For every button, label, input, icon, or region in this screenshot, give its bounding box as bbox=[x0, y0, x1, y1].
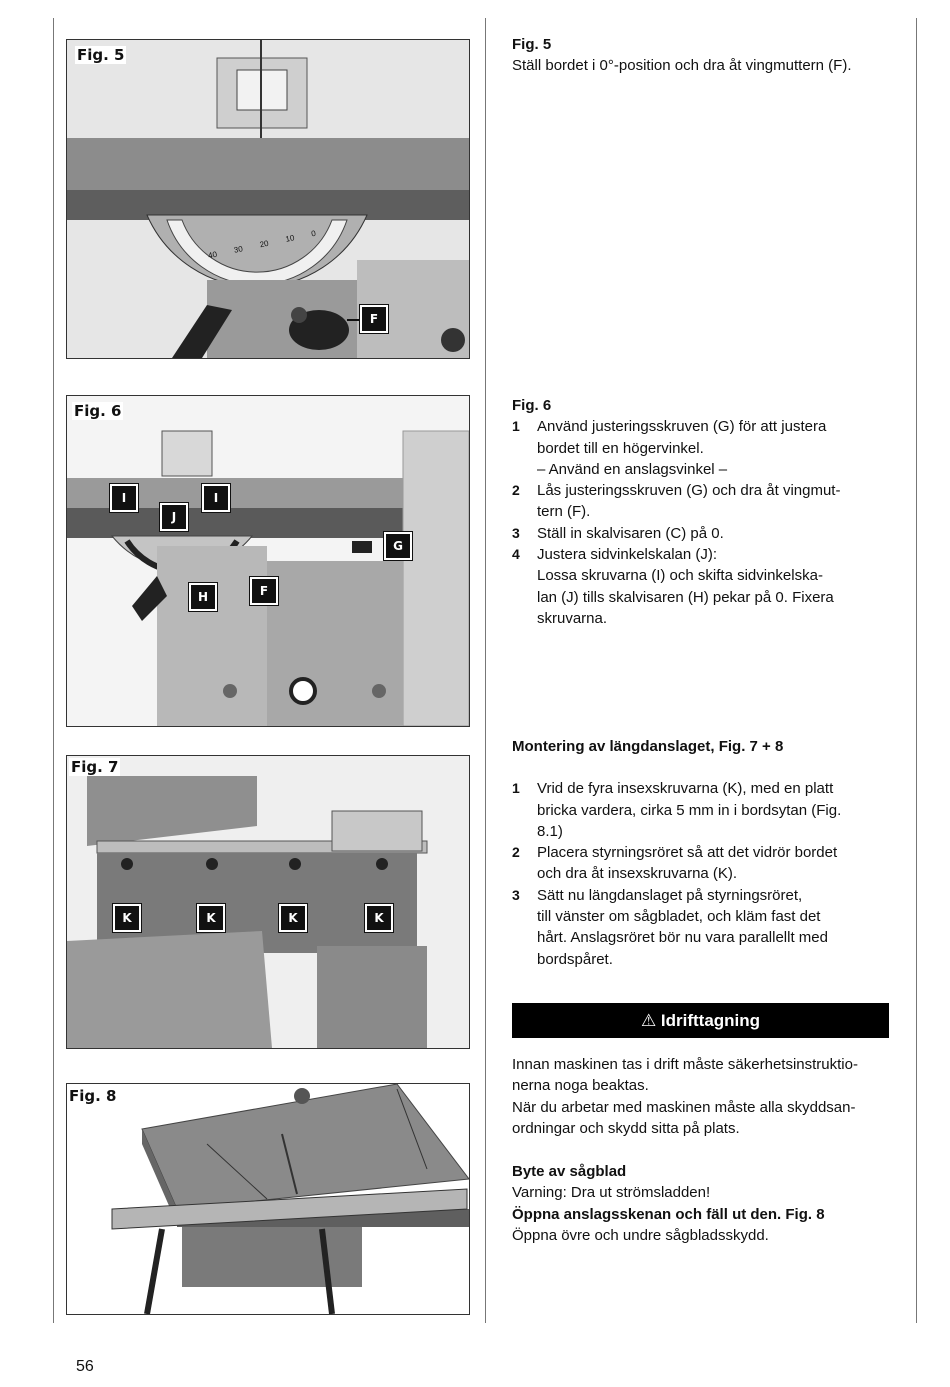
right-margin-rule bbox=[916, 18, 917, 1323]
startup-line: När du arbetar med maskinen måste alla skyddsan- bbox=[512, 1098, 856, 1116]
step-1 bbox=[512, 778, 892, 842]
callout-k-2: K bbox=[197, 904, 225, 932]
step-3 bbox=[512, 523, 892, 544]
figure-7-illustration bbox=[67, 756, 469, 1048]
left-margin-rule bbox=[53, 18, 54, 1323]
step-line: hårt. Anslagsröret bör nu vara parallellt med bbox=[537, 929, 828, 947]
section-fig5-heading: Fig. 5 bbox=[512, 36, 552, 53]
callout-k-1: K bbox=[113, 904, 141, 932]
callout-i-right: I bbox=[202, 484, 230, 512]
step-2 bbox=[512, 480, 892, 523]
callout-j: J bbox=[160, 503, 188, 531]
startup-line: Innan maskinen tas i drift måste säkerhetsinstruktio- bbox=[512, 1056, 858, 1073]
step-number: 4 bbox=[512, 546, 520, 563]
figure-5 bbox=[66, 39, 470, 359]
step-number: 2 bbox=[512, 482, 520, 499]
step-line: Använd justeringsskruven (G) för att justera bbox=[537, 418, 827, 436]
figure-5-illustration bbox=[67, 40, 469, 358]
step-line: skruvarna. bbox=[537, 609, 608, 627]
scale-tick: 0 bbox=[310, 228, 317, 239]
callout-f: F bbox=[360, 305, 388, 333]
figure-6-illustration bbox=[67, 396, 469, 726]
blade-last-line: Öppna övre och undre sågbladsskydd. bbox=[512, 1226, 769, 1244]
step-line: bricka vardera, cirka 5 mm in i bordsytan (Fig. bbox=[537, 801, 842, 819]
section-blade-heading: Byte av sågblad bbox=[512, 1163, 627, 1180]
callout-f: F bbox=[250, 577, 278, 605]
section-fig5-text: Ställ bordet i 0°-position och dra åt vingmuttern (F). bbox=[512, 57, 852, 75]
section-fig6 bbox=[512, 395, 892, 629]
step-3 bbox=[512, 885, 892, 970]
scale-tick: 20 bbox=[258, 238, 270, 250]
figure-7-label: Fig. 7 bbox=[71, 758, 119, 776]
step-number: 1 bbox=[512, 780, 520, 797]
page-number: 56 bbox=[76, 1358, 94, 1375]
step-1 bbox=[512, 416, 892, 480]
figure-8-label: Fig. 8 bbox=[69, 1087, 117, 1105]
figure-8 bbox=[66, 1083, 470, 1315]
step-line: Lås justeringsskruven (G) och dra åt vingmut- bbox=[537, 482, 841, 500]
blade-bold-line: Öppna anslagsskenan och fäll ut den. Fig. 8 bbox=[512, 1205, 825, 1223]
step-line: Placera styrningsröret så att det vidrör bordet bbox=[537, 844, 838, 862]
callout-g: G bbox=[384, 532, 412, 560]
section-fig5 bbox=[512, 34, 892, 77]
column-divider bbox=[485, 18, 486, 1323]
figure-6 bbox=[66, 395, 470, 727]
figure-5-label: Fig. 5 bbox=[77, 46, 125, 64]
step-line: till vänster om sågbladet, och kläm fast det bbox=[537, 908, 821, 926]
step-line: Sätt nu längdanslaget på styrningsröret, bbox=[537, 886, 803, 904]
callout-h: H bbox=[189, 583, 217, 611]
step-line: bordet till en högervinkel. bbox=[537, 439, 704, 457]
section-fig6-heading: Fig. 6 bbox=[512, 397, 552, 414]
section-mounting-heading: Montering av längdanslaget, Fig. 7 + 8 bbox=[512, 738, 784, 755]
startup-banner: ⚠ Idrifttagning bbox=[512, 1003, 889, 1038]
step-2 bbox=[512, 842, 892, 885]
step-line: Vrid de fyra insexskruvarna (K), med en platt bbox=[537, 780, 834, 798]
figure-6-label: Fig. 6 bbox=[74, 402, 122, 420]
callout-k-3: K bbox=[279, 904, 307, 932]
step-line: Justera sidvinkelskalan (J): bbox=[537, 546, 718, 564]
step-number: 2 bbox=[512, 844, 520, 861]
blade-warning: Varning: Dra ut strömsladden! bbox=[512, 1184, 711, 1202]
step-4 bbox=[512, 544, 892, 629]
figure-7 bbox=[66, 755, 470, 1049]
step-line: tern (F). bbox=[537, 503, 591, 521]
scale-tick: 10 bbox=[284, 233, 296, 244]
callout-i-left: I bbox=[110, 484, 138, 512]
step-number: 1 bbox=[512, 418, 520, 435]
step-line: bordspåret. bbox=[537, 950, 613, 968]
scale-tick: 40 bbox=[207, 249, 218, 261]
section-mounting bbox=[512, 736, 892, 970]
step-line: Ställ in skalvisaren (C) på 0. bbox=[537, 524, 724, 542]
startup-line: nerna noga beaktas. bbox=[512, 1077, 649, 1095]
step-line: och dra åt insexskruvarna (K). bbox=[537, 865, 738, 883]
section-blade bbox=[512, 1161, 892, 1246]
step-number: 3 bbox=[512, 886, 520, 903]
scale-tick: 30 bbox=[233, 244, 244, 255]
step-line: – Använd en anslagsvinkel – bbox=[537, 460, 728, 478]
step-number: 3 bbox=[512, 524, 520, 541]
step-line: lan (J) tills skalvisaren (H) pekar på 0. Fixera bbox=[537, 588, 834, 606]
figure-8-illustration bbox=[67, 1084, 469, 1314]
section-startup bbox=[512, 1054, 892, 1139]
step-line: 8.1) bbox=[537, 822, 563, 840]
step-line: Lossa skruvarna (I) och skifta sidvinkelska- bbox=[537, 567, 823, 585]
startup-line: ordningar och skydd sitta på plats. bbox=[512, 1119, 740, 1137]
callout-k-4: K bbox=[365, 904, 393, 932]
